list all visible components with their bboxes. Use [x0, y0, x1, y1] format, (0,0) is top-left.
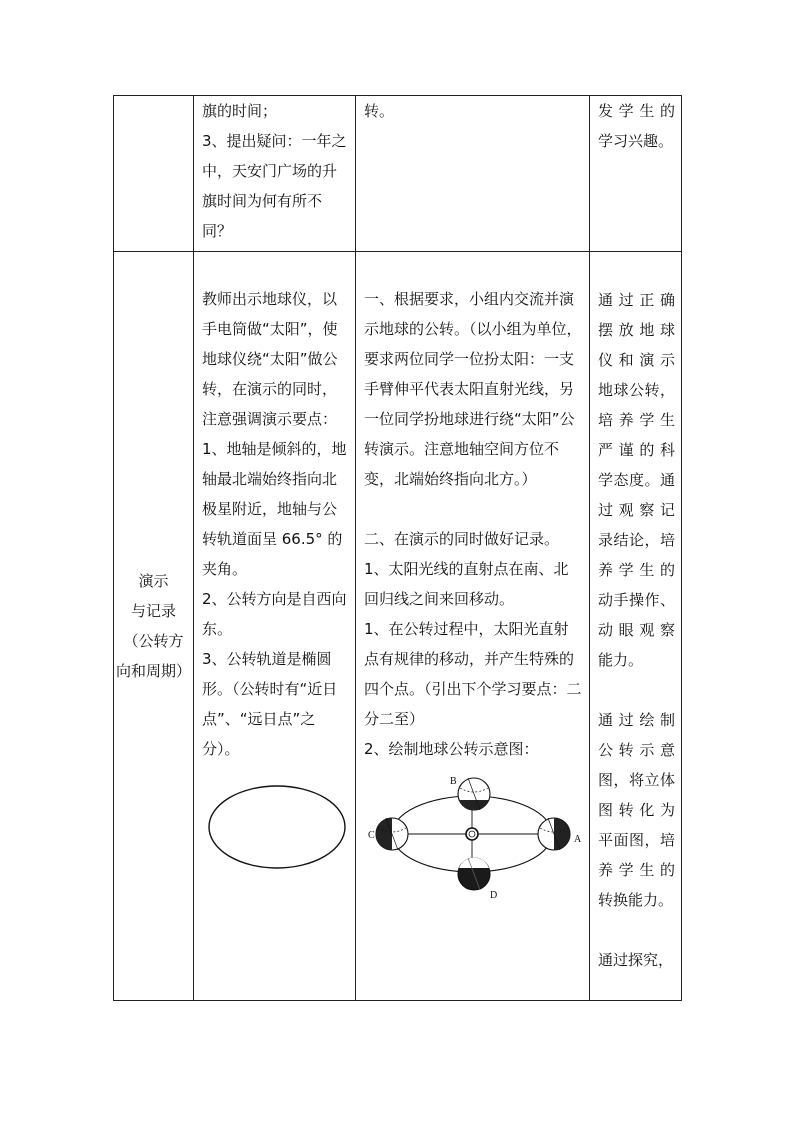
table-row — [114, 252, 682, 1001]
student-activity-cell — [356, 96, 590, 252]
text-line: 摆放地球 — [598, 321, 675, 339]
earth-revolution-diagram — [362, 770, 583, 910]
text-line: 图，将立体 — [598, 771, 675, 789]
stage-line: 向和周期） — [115, 662, 191, 680]
stage-cell — [114, 252, 194, 1001]
text-line: 养学生的 — [598, 561, 675, 579]
text-line: 录结论，培 — [598, 531, 675, 549]
text-line: 地球公转， — [598, 381, 675, 399]
orbit-ellipse-shape — [209, 786, 345, 868]
paragraph: 二、在演示的同时做好记录。 — [364, 530, 560, 548]
stage-label — [114, 252, 193, 1000]
text-line: 通过正确 — [598, 291, 675, 309]
paragraph: 3、公转轨道是椭圆形。（公转时有“近日点”、“远日点”之分）。 — [202, 650, 338, 758]
stage-line: 演示 — [138, 572, 169, 590]
earth-b-icon — [458, 778, 490, 810]
stage-line: （公转方 — [123, 632, 184, 650]
diagram-label-b: B — [450, 776, 457, 787]
text-line: 能力。 — [598, 651, 644, 669]
paragraph: 2、公转方向是自西向东。 — [202, 590, 347, 638]
earth-a-icon — [538, 818, 570, 850]
text-line: 过观察记 — [598, 501, 675, 519]
text-line: 转。 — [364, 102, 395, 120]
text-line: 公转示意 — [598, 741, 675, 759]
text-line: 学态度。通 — [598, 471, 675, 489]
text-line: 培养学生 — [598, 411, 675, 429]
text-line: 转换能力。 — [598, 891, 674, 909]
earth-c-icon — [376, 818, 408, 850]
teacher-activity-cell — [194, 252, 356, 1001]
ellipse-drawing — [206, 784, 349, 880]
text-line: 仪和演示 — [598, 351, 675, 369]
design-intent-cell — [590, 96, 682, 252]
text-line: 旗的时间； — [202, 102, 278, 120]
diagram-label-d: D — [490, 890, 498, 900]
diagram-label-c: C — [368, 830, 375, 841]
text-line: 平面图，培 — [598, 831, 675, 849]
text-line: 学习兴趣。 — [598, 132, 674, 150]
student-activity-cell — [356, 252, 590, 1001]
stage-cell — [114, 96, 194, 252]
text-line: 养学生的 — [598, 861, 675, 879]
design-intent-cell — [590, 252, 682, 1001]
text-line: 发学生的 — [598, 102, 675, 120]
paragraph: 2、绘制地球公转示意图： — [364, 740, 539, 758]
text-line: 动手操作、 — [598, 591, 675, 609]
text-line: 通过绘制 — [598, 711, 675, 729]
stage-line: 与记录 — [130, 602, 176, 620]
paragraph: 1、在公转过程中，太阳光直射点有规律的移动，并产生特殊的四个点。（引出下个学习要点：二分二至） — [364, 620, 582, 728]
earth-d-icon — [458, 858, 490, 890]
diagram-label-a: A — [574, 834, 582, 845]
paragraph: 教师出示地球仪，以手电筒做“太阳”，使地球仪绕“太阳”做公转，在演示的同时，注意强调演示要点： — [202, 290, 338, 428]
text-line: 图转化为 — [598, 801, 675, 819]
table-row — [114, 96, 682, 252]
text-line: 通过探究， — [598, 951, 674, 969]
paragraph: 1、太阳光线的直射点在南、北回归线之间来回移动。 — [364, 560, 569, 608]
text-line: 3、提出疑问：一年之中，天安门广场的升旗时间为何有所不同？ — [202, 132, 347, 240]
lesson-plan-table — [113, 95, 682, 1001]
text-line: 严谨的科 — [598, 441, 675, 459]
paragraph: 1、地轴是倾斜的，地轴最北端始终指向北极星附近，地轴与公转轨道面呈 66.5° 的夹角。 — [202, 440, 347, 578]
teacher-activity-cell — [194, 96, 356, 252]
paragraph: 一、根据要求，小组内交流并演示地球的公转。（以小组为单位，要求两位同学一位扮太阳：一支手臂伸平代表太阳直射光线，另一位同学扮地球进行绕“太阳”公转演示。注意地轴空间方位不变，北端始终指向北方。） — [364, 290, 582, 488]
text-line: 动眼观察 — [598, 621, 675, 639]
